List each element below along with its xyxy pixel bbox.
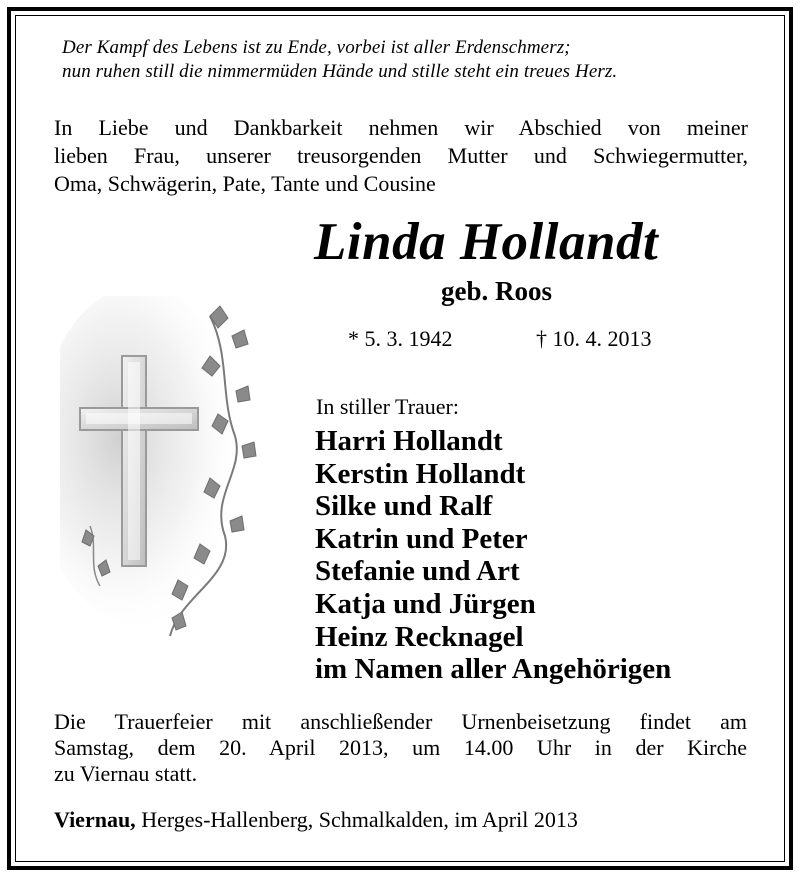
mourners-list <box>315 425 671 686</box>
mourning-heading: In stiller Trauer: <box>316 394 459 419</box>
mourner-name: im Namen aller Angehörigen <box>315 653 672 686</box>
mourner-name: Katja und Jürgen <box>315 587 536 620</box>
mourner-name: Heinz Recknagel <box>315 620 524 653</box>
service-line-3: zu Viernau statt. <box>54 761 198 786</box>
deceased-name: Linda Hollandt <box>314 213 659 271</box>
mourner-name: Stefanie und Art <box>315 555 520 588</box>
funeral-service-info <box>54 709 747 787</box>
mourner-name: Silke und Ralf <box>315 490 493 523</box>
mourner-name: Harri Hollandt <box>315 425 503 457</box>
place-name: Viernau, <box>54 807 136 832</box>
place-and-date <box>54 806 578 834</box>
mourner-name: Katrin und Peter <box>315 522 528 555</box>
motto-verse <box>62 36 752 84</box>
cross-with-ivy-illustration <box>60 296 290 656</box>
maiden-name: geb. Roos <box>441 276 553 306</box>
birth-date: * 5. 3. 1942 <box>348 326 453 351</box>
intro-text <box>54 114 748 198</box>
motto-line-1: Der Kampf des Lebens ist zu Ende, vorbei ist aller Erdenschmerz; <box>62 37 571 58</box>
service-line-1: Die Trauerfeier mit anschließender Urnenbeisetzung findet am <box>54 709 747 734</box>
death-date: † 10. 4. 2013 <box>536 326 652 351</box>
motto-line-2: nun ruhen still die nimmermüden Hände und stille steht ein treues Herz. <box>62 61 618 82</box>
background-haze <box>60 296 245 626</box>
intro-line-2: lieben Frau, unserer treusorgenden Mutter und Schwiegermutter, <box>54 143 748 168</box>
mourner-name: Kerstin Hollandt <box>315 457 526 490</box>
service-line-2: Samstag, dem 20. April 2013, um 14.00 Uhr in der Kirche <box>54 735 747 760</box>
place-details: Herges-Hallenberg, Schmalkalden, im April 2013 <box>135 807 578 832</box>
intro-line-1: In Liebe und Dankbarkeit nehmen wir Abschied von meiner <box>54 115 748 140</box>
intro-line-3: Oma, Schwägerin, Pate, Tante und Cousine <box>54 171 436 196</box>
